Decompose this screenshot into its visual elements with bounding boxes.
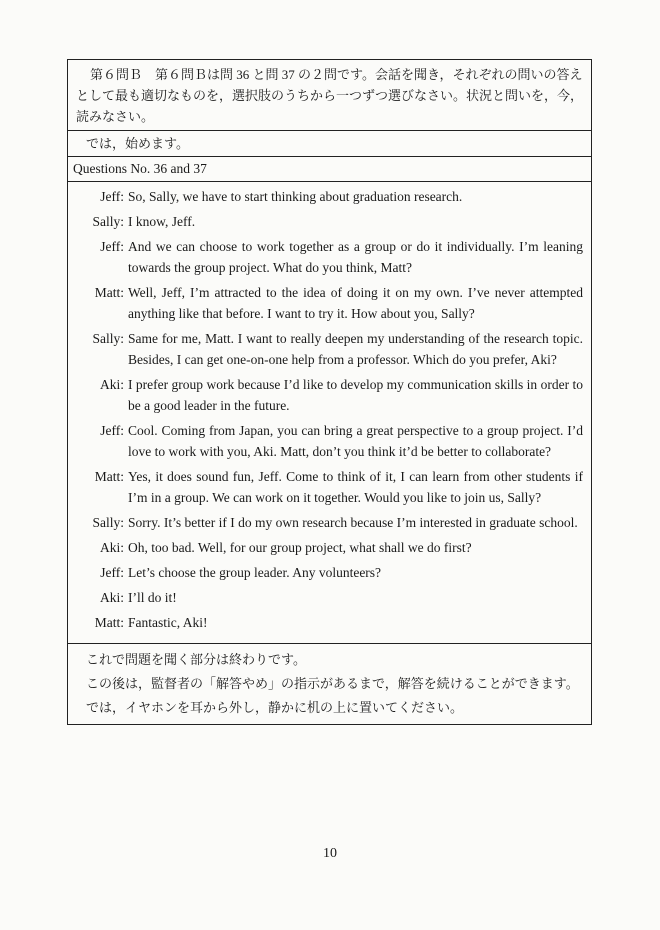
utterance: I prefer group work because I’d like to develop my communication skills in order to be a good leader in the future. [128, 377, 583, 413]
dialogue-line [68, 537, 585, 558]
speaker: Aki: [99, 590, 124, 605]
utterance: Fantastic, Aki! [128, 615, 208, 630]
speaker: Matt: [94, 615, 124, 630]
dialogue-line [68, 420, 585, 462]
dialogue-line [68, 282, 585, 324]
speaker: Sally: [92, 214, 124, 229]
instructions: 第６問Ｂ 第６問Ｂは問 36 と問 37 の２問です。会話を聞き，それぞれの問いの答えとして最も適切なものを，選択肢のうちから一つずつ選びなさい。状況と問いを，今，読みなさい。 [68, 60, 591, 131]
utterance: I’ll do it! [128, 590, 177, 605]
dialogue-line [68, 328, 585, 370]
start-announcement: では，始めます。 [68, 131, 591, 157]
dialogue-line [68, 612, 585, 633]
closing-line: この後は，監督者の「解答やめ」の指示があるまで，解答を続けることができます。 [86, 676, 579, 691]
closing-line: では，イヤホンを耳から外し，静かに机の上に置いてください。 [86, 700, 464, 715]
questions-heading: Questions No. 36 and 37 [68, 157, 591, 182]
page-number: 10 [323, 846, 337, 861]
dialogue-script [68, 182, 591, 644]
utterance: Cool. Coming from Japan, you can bring a great perspective to a group project. I’d love to work with you, Aki. Matt, don’t you think it’d be better to collaborate? [128, 423, 583, 459]
speaker: Aki: [99, 377, 124, 392]
utterance: So, Sally, we have to start thinking about graduation research. [128, 189, 463, 204]
speaker: Jeff: [100, 423, 124, 438]
speaker: Jeff: [100, 565, 124, 580]
speaker: Matt: [94, 285, 124, 300]
speaker: Aki: [99, 540, 124, 555]
closing-line: これで問題を聞く部分は終わりです。 [86, 652, 306, 667]
dialogue-line [68, 587, 585, 608]
speaker: Sally: [92, 515, 124, 530]
dialogue-line [68, 236, 585, 278]
speaker: Matt: [94, 469, 124, 484]
utterance: Oh, too bad. Well, for our group project, what shall we do first? [128, 540, 472, 555]
utterance: Yes, it does sound fun, Jeff. Come to think of it, I can learn from other students if I’m in a group. We can work on it together. Would you like to join us, Sally? [128, 469, 583, 505]
utterance: And we can choose to work together as a group or do it individually. I’m leaning towards the group project. What do you think, Matt? [128, 239, 583, 275]
dialogue-line [68, 374, 585, 416]
speaker: Jeff: [100, 189, 124, 204]
dialogue-line [68, 211, 585, 232]
closing-announcement [68, 644, 591, 724]
dialogue-line [68, 186, 585, 207]
utterance: Let’s choose the group leader. Any volunteers? [128, 565, 382, 580]
dialogue-line [68, 562, 585, 583]
question-box [67, 59, 592, 725]
speaker: Jeff: [100, 239, 124, 254]
utterance: Well, Jeff, I’m attracted to the idea of doing it on my own. I’ve never attempted anything like that before. I want to try it. How about you, Sally? [128, 285, 583, 321]
speaker: Sally: [92, 331, 124, 346]
dialogue-line [68, 512, 585, 533]
utterance: I know, Jeff. [128, 214, 196, 229]
utterance: Same for me, Matt. I want to really deepen my understanding of the research topic. Besides, I can get one-on-one help from a professor. Which do you prefer, Aki? [128, 331, 583, 367]
dialogue-line [68, 466, 585, 508]
utterance: Sorry. It’s better if I do my own research because I’m interested in graduate school. [128, 515, 578, 530]
